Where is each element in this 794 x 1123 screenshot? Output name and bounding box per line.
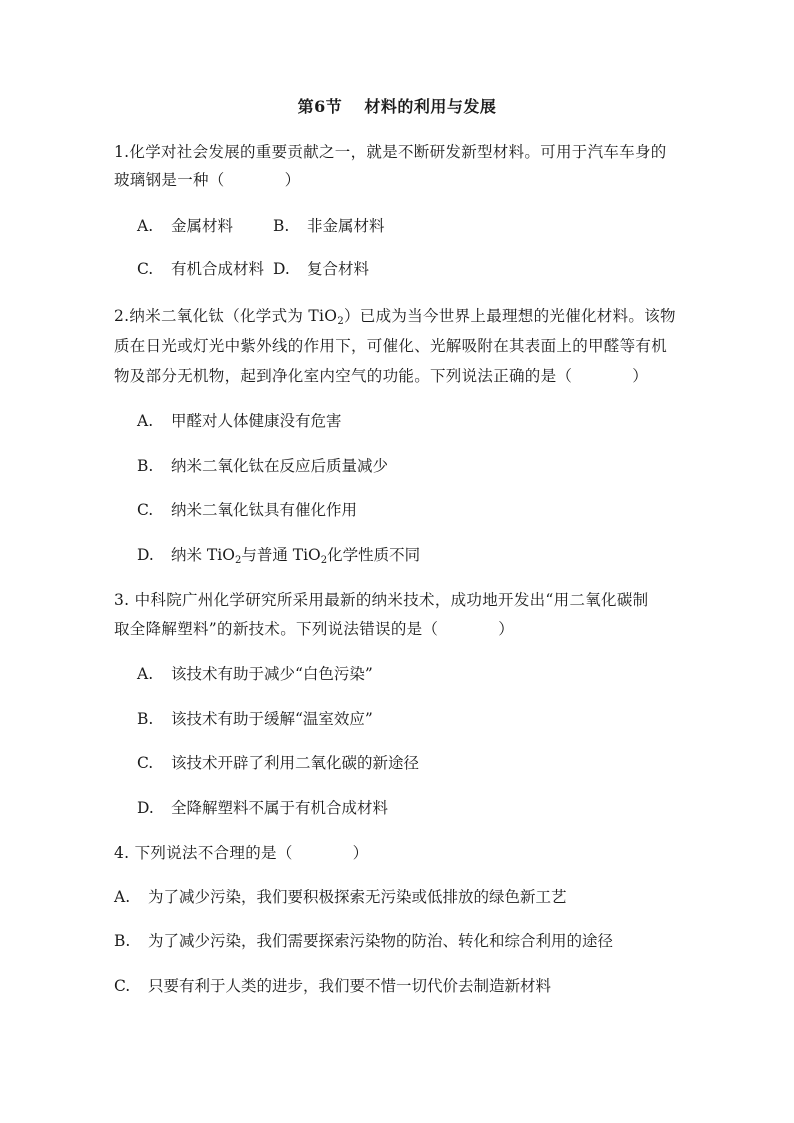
q2-option-d: D. 纳米 TiO$_2$与普通 TiO$_2$化学性质不同 [137,546,421,566]
q4-option-c: C. 只要有利于人类的进步，我们要不惜一切代价去制造新材料 [114,977,552,995]
q3-line-1: 3. 中科院广州化学研究所采用最新的纳米技术，成功地开发出“用二氧化碳制 [114,591,649,609]
q3-option-c: C. 该技术开辟了利用二氧化碳的新途径 [137,754,420,772]
q1-option-a: A. 金属材料 [137,217,234,235]
section-name: 材料的利用与发展 [364,97,497,116]
q1-option-d: D. 复合材料 [273,260,370,278]
q2-option-b: B. 纳米二氧化钛在反应后质量减少 [137,457,389,475]
q1-option-b: B. 非金属材料 [273,217,385,235]
q3-line-2: 取全降解塑料”的新技术。下列说法错误的是（ ） [114,620,515,638]
q1-line-2: 玻璃钢是一种（ ） [114,171,301,189]
q4-option-a: A. 为了减少污染，我们要积极探索无污染或低排放的绿色新工艺 [114,888,567,906]
q3-option-d: D. 全降解塑料不属于有机合成材料 [137,799,389,817]
section-number: 第6节 [297,97,343,116]
q2-line-3: 物及部分无机物，起到净化室内空气的功能。下列说法正确的是（ ） [114,367,649,385]
q2-option-c: C. 纳米二氧化钛具有催化作用 [137,501,358,519]
q1-line-1: 1.化学对社会发展的重要贡献之一，就是不断研发新型材料。可用于汽车车身的 [114,143,667,161]
q4-line-1: 4. 下列说法不合理的是（ ） [114,844,369,862]
q3-option-b: B. 该技术有助于缓解“温室效应” [137,710,373,728]
q1-option-c: C. 有机合成材料 [137,260,265,278]
q2-line-2: 质在日光或灯光中紫外线的作用下，可催化、光解吸附在其表面上的甲醛等有机 [114,337,668,355]
page-title [0,94,794,117]
q2-option-a: A. 甲醛对人体健康没有危害 [137,412,342,430]
q3-option-a: A. 该技术有助于减少“白色污染” [137,665,373,683]
q2-line-1: 2.纳米二氧化钛（化学式为 TiO$_2$）已成为当今世界上最理想的光催化材料。该物 [114,307,676,327]
q4-option-b: B. 为了减少污染，我们需要探索污染物的防治、转化和综合利用的途径 [114,932,614,950]
